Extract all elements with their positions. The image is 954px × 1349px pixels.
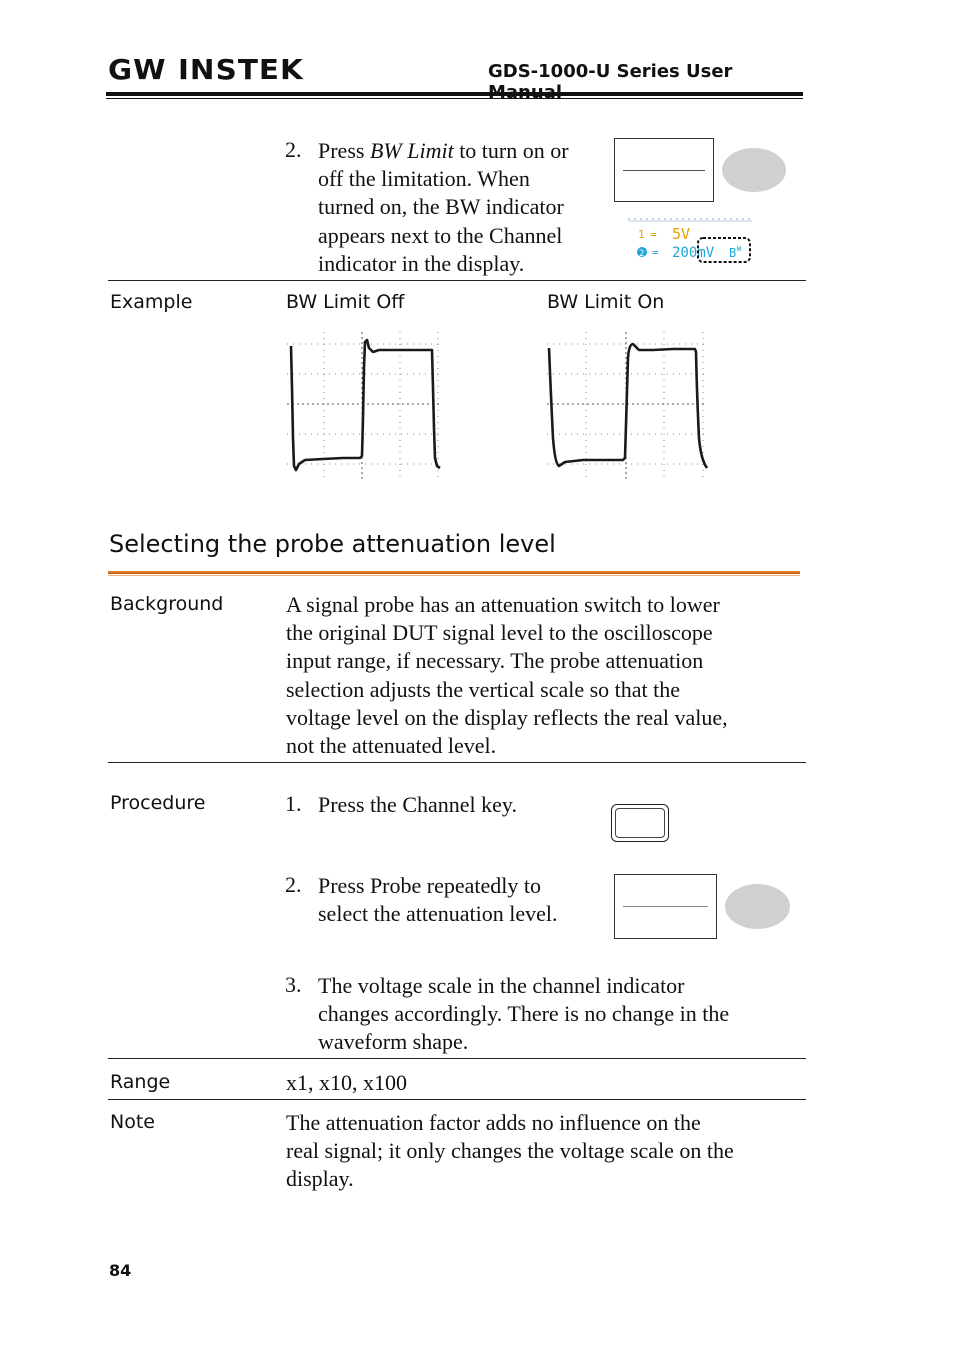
- channel-indicator-graphic: [626, 214, 756, 266]
- procedure-step3-text: The voltage scale in the channel indicator changes accordingly. There is no change in the waveform shape.: [318, 973, 730, 1055]
- header-rule: [106, 92, 803, 96]
- bw-off-caption: BW Limit Off: [286, 291, 405, 313]
- procedure-label: Procedure: [110, 792, 206, 814]
- ch2-number: 2: [639, 249, 645, 259]
- section-rule-shadow: [108, 575, 800, 576]
- step-number: 2.: [285, 872, 302, 897]
- bw-indicator-sup: W: [737, 245, 742, 253]
- bw-indicator-badge: B: [729, 246, 737, 260]
- channel-key[interactable]: [611, 804, 669, 842]
- section-rule: [108, 571, 800, 574]
- background-text: A signal probe has an attenuation switch to lower the original DUT signal level to the oscilloscope input range, if necessary. The probe attenuation selection adjusts the vertical scale so that the voltage level on the display reflects the real value, not the attenuated level.: [286, 592, 728, 759]
- dc-coupling-icon: =: [650, 228, 657, 241]
- bw-on-caption: BW Limit On: [547, 291, 665, 313]
- section-title: Selecting the probe attenuation level: [109, 530, 556, 558]
- bw-step-line: appears next to the Channel: [318, 222, 563, 248]
- probe-softkey-display: [614, 874, 717, 939]
- procedure-step2-text: Press Probe repeatedly to select the attenuation level.: [318, 873, 558, 927]
- bw-on-waveform: [543, 328, 711, 486]
- bw-step-line: indicator in the display.: [318, 250, 525, 276]
- page-number: 84: [109, 1261, 132, 1280]
- step-number: 1.: [285, 791, 302, 816]
- ch1-number: 1: [638, 228, 645, 241]
- range-value: x1, x10, x100: [286, 1070, 407, 1095]
- square-wave-trace: [291, 340, 440, 470]
- gw-instek-logo: GW INSTEK: [108, 53, 304, 86]
- row-divider: [108, 1099, 806, 1100]
- example-label: Example: [110, 291, 193, 313]
- procedure-step1-text: Press the Channel key.: [318, 792, 517, 817]
- row-divider: [108, 280, 806, 281]
- bw-off-waveform: [283, 328, 445, 486]
- probe-softkey-button[interactable]: [725, 884, 790, 929]
- step-number: 2.: [285, 137, 302, 162]
- bw-limit-key-name: BW Limit: [369, 138, 454, 163]
- square-wave-trace: [549, 344, 707, 468]
- bw-step-line-1: Press BW Limit to turn on or: [318, 138, 569, 163]
- header-rule-thin: [106, 98, 803, 99]
- softkey-divider: [623, 170, 705, 171]
- channel-key-inner: [615, 808, 665, 838]
- ch2-scale: 200mV: [672, 245, 715, 261]
- step-number: 3.: [285, 972, 302, 997]
- note-text: The attenuation factor adds no influence on the real signal; it only changes the voltage scale on the display.: [286, 1110, 734, 1192]
- row-divider: [108, 1058, 806, 1059]
- note-label: Note: [110, 1111, 155, 1133]
- manual-title: GDS-1000-U Series User: [488, 61, 733, 82]
- bw-limit-softkey-display: [614, 138, 714, 202]
- dc-coupling-icon: =: [652, 246, 659, 259]
- bw-step-line: off the limitation. When: [318, 166, 530, 192]
- background-label: Background: [110, 593, 224, 615]
- bw-step-line: turned on, the BW indicator: [318, 194, 564, 220]
- bw-step-text: [318, 137, 608, 278]
- softkey-divider: [623, 906, 708, 907]
- bw-limit-softkey-button[interactable]: [722, 148, 786, 192]
- row-divider: [108, 762, 806, 763]
- ch1-scale: 5V: [672, 225, 691, 243]
- range-label: Range: [110, 1071, 171, 1093]
